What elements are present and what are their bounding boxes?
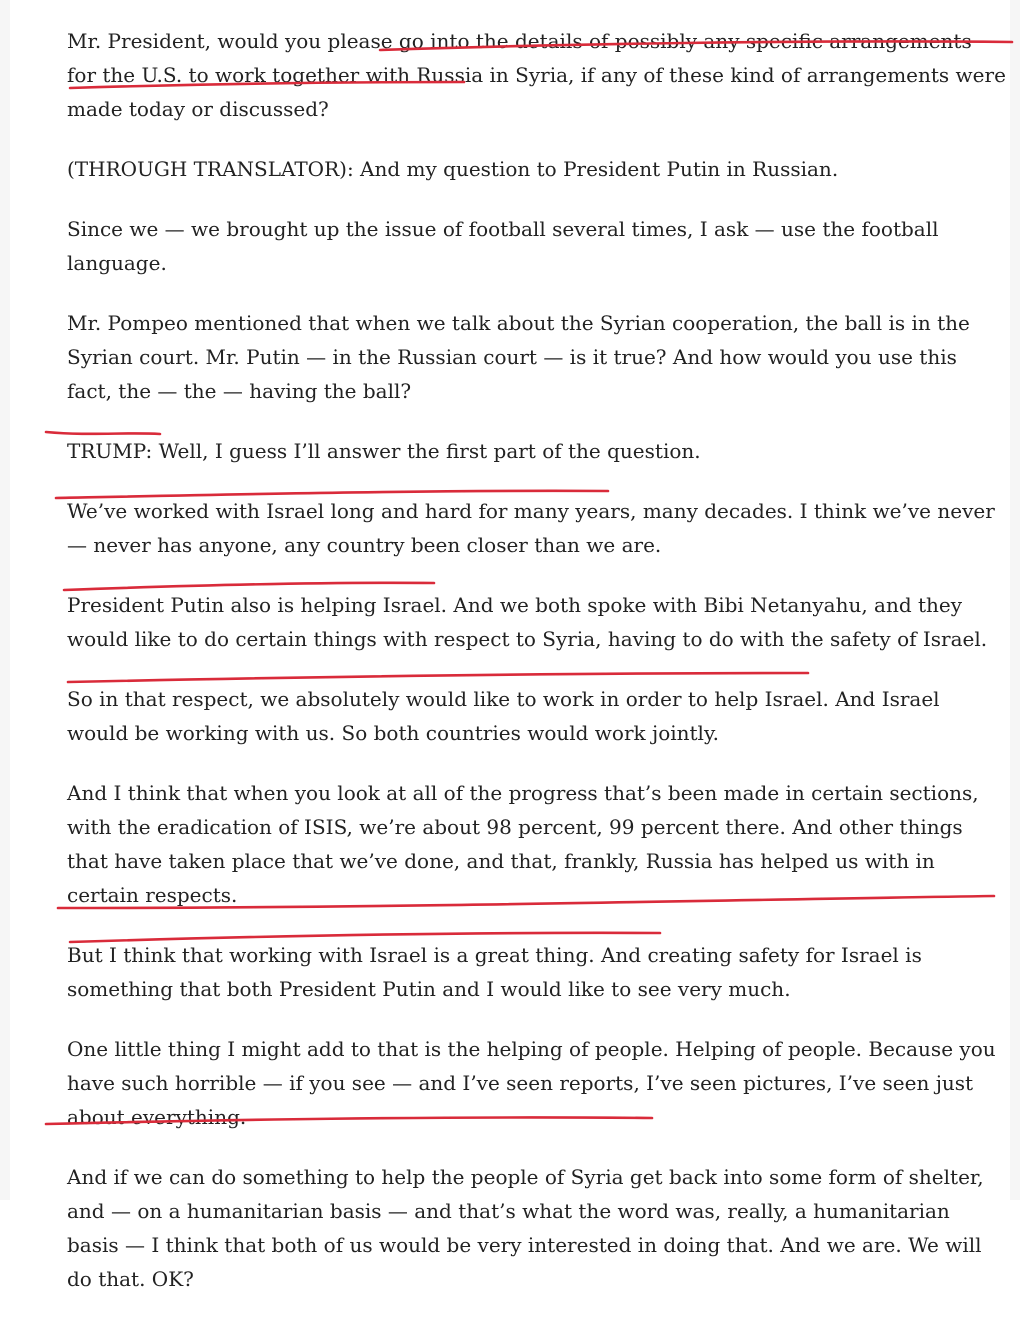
translator-paragraph: (THROUGH TRANSLATOR): And my question to President Putin in Russian. bbox=[67, 157, 839, 181]
football-paragraph: Since we — we brought up the issue of football several times, I ask — use the football language. bbox=[67, 217, 939, 275]
pompeo-paragraph: Mr. Pompeo mentioned that when we talk about the Syrian cooperation, the ball is in the Syrian court. Mr. Putin — in the Russian court — is it true? And how would you use this fact, the — the — having the ball? bbox=[67, 311, 970, 403]
helping-people-paragraph: One little thing I might add to that is the helping of people. Helping of people. Because you have such horrible — if you see — and I’ve seen reports, I’ve seen pictures, I’ve seen just about everything. bbox=[67, 1037, 996, 1129]
syria-shelter-paragraph: And if we can do something to help the people of Syria get back into some form of shelter, and — on a humanitarian basis — and that’s what the word was, really, a humanitarian basis — I think that both of us would be very interested in doing that. And we are. We will do that. OK? bbox=[67, 1165, 984, 1291]
putin-helping-israel-paragraph: President Putin also is helping Israel. And we both spoke with Bibi Netanyahu, and they would like to do certain things with respect to Syria, having to do with the safety of Israel. bbox=[67, 593, 988, 651]
right-margin bbox=[1010, 0, 1020, 1200]
help-israel-paragraph: So in that respect, we absolutely would like to work in order to help Israel. And Israel would be working with us. So both countries would work jointly. bbox=[67, 687, 940, 745]
left-margin bbox=[0, 0, 10, 1200]
question-paragraph: Mr. President, would you please go into the details of possibly any specific arrangements for the U.S. to work together with Russia in Syria, if any of these kind of arrangements were made today or discussed? bbox=[67, 29, 1006, 121]
israel-safety-paragraph: But I think that working with Israel is a great thing. And creating safety for Israel is something that both President Putin and I would like to see very much. bbox=[67, 943, 922, 1001]
trump-answer-intro-paragraph: TRUMP: Well, I guess I’ll answer the first part of the question. bbox=[67, 439, 701, 463]
transcript-article bbox=[67, 24, 1007, 1322]
israel-work-paragraph: We’ve worked with Israel long and hard for many years, many decades. I think we’ve never — never has anyone, any country been closer than we are. bbox=[67, 499, 995, 557]
isis-progress-paragraph: And I think that when you look at all of the progress that’s been made in certain sections, with the eradication of ISIS, we’re about 98 percent, 99 percent there. And other things that have taken place that we’ve done, and that, frankly, Russia has helped us with in certain respects. bbox=[67, 781, 979, 907]
